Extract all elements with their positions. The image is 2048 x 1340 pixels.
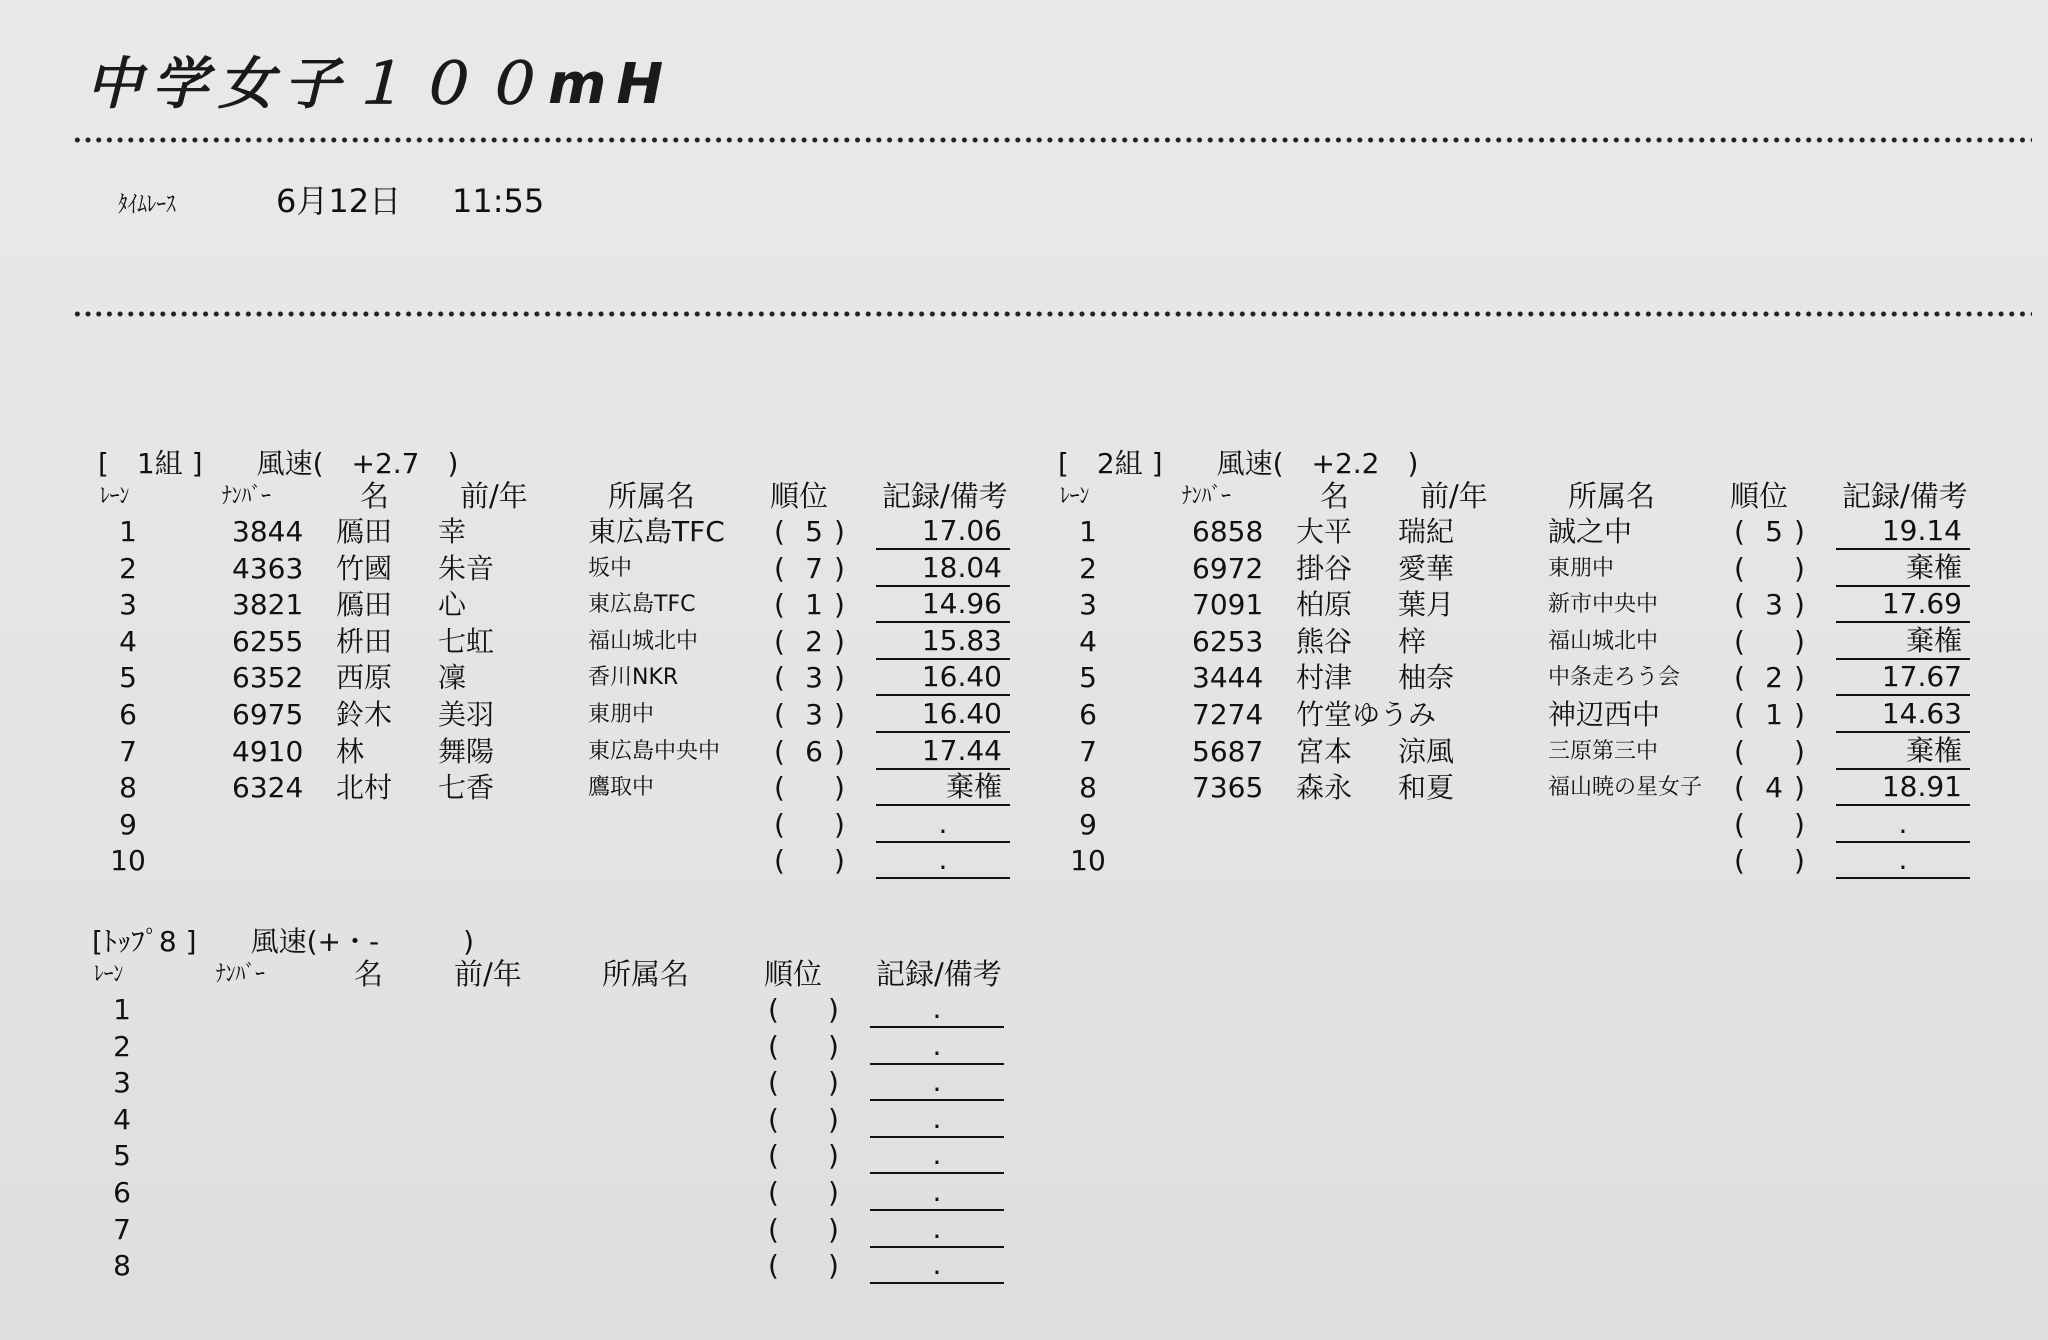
row-lane: 5 [113,1139,131,1173]
rank-paren-close: ) [828,1139,841,1173]
rank-paren-close: ) [1794,515,1807,548]
row-last: 枡田 [336,624,393,658]
rank-paren-close: ) [828,1249,841,1283]
row-record: . [870,1065,1004,1101]
rank-paren-open: ( [768,993,781,1026]
rank-paren-close: ) [834,551,847,585]
row-record: . [1836,807,1970,843]
row-number: 7091 [1192,588,1264,622]
row-rank: 6 [805,734,823,768]
row-lane: 9 [1079,807,1097,841]
heat-group-label: [ 2組 ] [1058,447,1163,480]
col-header-record: 記録/備考 [882,479,1008,513]
col-header-record: 記録/備考 [876,957,1002,991]
result-row [1058,660,1978,696]
rank-paren-open: ( [774,515,787,548]
row-team: 鷹取中 [588,775,655,801]
row-record: 棄権 [1836,734,1970,770]
rank-paren-open: ( [774,734,787,768]
row-first: 柚奈 [1398,661,1455,695]
row-rank: 3 [805,698,823,731]
row-lane: 4 [119,624,137,658]
row-lane: 2 [113,1029,131,1063]
rank-paren-close: ) [1794,844,1807,878]
rank-paren-open: ( [774,844,787,878]
col-header-team: 所属名 [602,957,690,991]
page-title: 中学女子１００mH [86,52,674,117]
rank-paren-close: ) [1794,698,1807,731]
row-team: 中条走ろう会 [1548,665,1681,691]
result-row [98,807,1018,843]
row-first: 舞陽 [438,734,495,768]
row-rank: 2 [1765,661,1783,695]
row-record: . [870,1029,1004,1065]
row-record: 棄権 [1836,624,1970,660]
col-header-name: 名 [1320,479,1350,513]
col-header-team: 所属名 [608,479,696,513]
rank-paren-open: ( [774,661,787,695]
row-first: 和夏 [1398,771,1455,805]
rank-paren-close: ) [834,661,847,695]
row-record: . [1836,843,1970,879]
col-header-year: 前/年 [1420,479,1488,513]
row-record: . [870,1102,1004,1138]
col-header-lane: ﾚｰﾝ [94,961,124,987]
rank-paren-open: ( [1734,515,1747,548]
row-number: 6975 [232,698,304,731]
rank-paren-open: ( [768,1176,781,1209]
col-header-rank: 順位 [1730,479,1789,513]
row-team: 東朋中 [588,702,655,727]
row-lane: 6 [1079,698,1097,731]
row-first: 瑞紀 [1398,515,1455,548]
row-record: . [876,843,1010,879]
row-number: 6324 [232,771,304,805]
result-row [92,1175,1012,1211]
race-time: 11:55 [452,182,545,220]
rank-paren-close: ) [828,1176,841,1209]
row-last: 北村 [336,771,393,805]
row-lane: 8 [113,1249,131,1283]
row-lane: 10 [1070,844,1106,878]
row-lane: 2 [119,551,137,585]
row-number: 6858 [1192,515,1264,548]
row-rank: 5 [805,515,823,548]
rank-paren-close: ) [834,734,847,768]
result-row [98,551,1018,587]
row-rank: 1 [805,588,823,622]
rank-paren-close: ) [1794,807,1807,841]
wind-speed: 風速(+・- ) [250,925,474,958]
row-record: . [876,807,1010,843]
result-row [1058,734,1978,770]
wind-speed: 風速( +2.2 ) [1216,447,1419,480]
rank-paren-open: ( [1734,551,1747,585]
rank-paren-open: ( [1734,624,1747,658]
asterisk-divider-bottom [72,308,2032,320]
row-number: 7365 [1192,771,1264,805]
rank-paren-close: ) [1794,771,1807,805]
result-row [1058,624,1978,660]
col-header-name: 名 [354,957,384,991]
row-first: 七虹 [438,624,495,658]
row-rank: 1 [1765,698,1783,731]
col-header-name: 名 [360,479,390,513]
rank-paren-close: ) [1794,588,1807,622]
row-record: . [870,1175,1004,1211]
row-lane: 8 [119,771,137,805]
result-row [98,624,1018,660]
rank-paren-open: ( [1734,844,1747,878]
rank-paren-open: ( [768,1139,781,1173]
row-lane: 3 [119,588,137,622]
row-number: 4363 [232,551,304,585]
result-row [1058,807,1978,843]
heat-group-label: [ﾄｯﾌﾟ8 ] [92,925,197,958]
rank-paren-open: ( [774,698,787,731]
rank-paren-open: ( [768,1066,781,1100]
rank-paren-open: ( [1734,698,1747,731]
rank-paren-close: ) [828,1102,841,1136]
row-lane: 4 [113,1102,131,1136]
row-number: 6255 [232,624,304,658]
wind-speed: 風速( +2.7 ) [256,447,459,480]
rank-paren-open: ( [768,1212,781,1246]
result-row [1058,697,1978,733]
row-number: 4910 [232,734,304,768]
row-team: 福山城北中 [588,628,699,654]
row-first: 朱音 [438,551,495,585]
result-row [1058,770,1978,806]
row-number: 3821 [232,588,304,622]
row-record: . [870,1138,1004,1174]
heat-header [98,442,458,482]
result-row [98,770,1018,806]
col-header-number: ﾅﾝﾊﾞｰ [222,483,271,509]
row-record: 16.40 [876,660,1010,696]
rank-paren-open: ( [1734,734,1747,768]
rank-paren-open: ( [1734,661,1747,695]
row-lane: 1 [1079,515,1097,548]
row-number: 3444 [1192,661,1264,695]
rank-paren-close: ) [828,993,841,1026]
heat-header [92,920,474,960]
row-first: 葉月 [1398,588,1455,622]
row-last: 鴈田 [336,515,393,548]
row-record: 棄権 [876,770,1010,806]
result-row [98,734,1018,770]
row-last: 西原 [336,661,393,695]
row-rank: 3 [805,661,823,695]
col-header-lane: ﾚｰﾝ [100,483,130,509]
row-lane: 10 [110,844,146,878]
rank-paren-close: ) [834,771,847,805]
row-team: 新市中央中 [1548,592,1659,618]
result-row [92,1212,1012,1248]
row-record: 14.96 [876,587,1010,623]
row-rank: 4 [1765,771,1783,805]
col-header-rank: 順位 [770,479,829,513]
rank-paren-close: ) [834,624,847,658]
rank-paren-open: ( [768,1102,781,1136]
row-team: 三原第三中 [1548,738,1659,764]
rank-paren-close: ) [834,807,847,841]
row-record: 14.63 [1836,697,1970,733]
result-row [98,514,1018,550]
row-rank: 2 [805,624,823,658]
result-row [92,1065,1012,1101]
row-lane: 6 [113,1176,131,1209]
row-team: 坂中 [588,555,633,581]
row-lane: 4 [1079,624,1097,658]
row-lane: 7 [1079,734,1097,768]
rank-paren-open: ( [1734,588,1747,622]
row-first: 涼風 [1398,734,1455,768]
row-team: 福山暁の星女子 [1548,775,1703,801]
row-lane: 6 [119,698,137,731]
race-meta [118,176,544,222]
row-record: . [870,1248,1004,1284]
row-first: 七香 [438,771,495,805]
result-row [98,587,1018,623]
rank-paren-close: ) [828,1212,841,1246]
col-header-number: ﾅﾝﾊﾞｰ [216,961,265,987]
row-number: 6352 [232,661,304,695]
rank-paren-close: ) [1794,661,1807,695]
result-row [92,992,1012,1028]
asterisk-divider-top [72,134,2032,146]
row-record: 17.69 [1836,587,1970,623]
row-last: 柏原 [1296,588,1353,622]
row-last: 竹堂ゆうみ [1296,698,1437,731]
rank-paren-close: ) [1794,551,1807,585]
rank-paren-open: ( [774,624,787,658]
rank-paren-open: ( [774,551,787,585]
rank-paren-close: ) [1794,734,1807,768]
rank-paren-close: ) [1794,624,1807,658]
row-team: 神辺西中 [1548,698,1661,731]
row-team: 東広島TFC [588,592,696,618]
row-record: 18.91 [1836,770,1970,806]
col-header-rank: 順位 [764,957,823,991]
race-date: 6月12日 [276,182,402,220]
row-record: 16.40 [876,697,1010,733]
row-lane: 9 [119,807,137,841]
row-last: 掛谷 [1296,551,1353,585]
row-lane: 3 [113,1066,131,1100]
rank-paren-close: ) [828,1029,841,1063]
col-header-year: 前/年 [454,957,522,991]
row-number: 6253 [1192,624,1264,658]
result-row [98,697,1018,733]
rank-paren-open: ( [774,771,787,805]
result-row [1058,587,1978,623]
row-last: 竹國 [336,551,393,585]
rank-paren-open: ( [774,588,787,622]
row-lane: 2 [1079,551,1097,585]
row-record: 17.06 [876,514,1010,550]
result-row [98,660,1018,696]
row-team: 東朋中 [1548,555,1615,581]
row-lane: 8 [1079,771,1097,805]
col-header-year: 前/年 [460,479,528,513]
row-last: 宮本 [1296,734,1353,768]
row-record: . [870,992,1004,1028]
row-first: 幸 [438,515,467,548]
row-record: 17.67 [1836,660,1970,696]
row-team: 東広島TFC [588,515,725,548]
result-row [92,1102,1012,1138]
row-first: 梓 [1398,624,1427,658]
col-header-record: 記録/備考 [1842,479,1968,513]
result-row [1058,843,1978,879]
row-last: 鴈田 [336,588,393,622]
heat-header [1058,442,1418,482]
row-team: 福山城北中 [1548,628,1659,654]
row-last: 村津 [1296,661,1353,695]
row-last: 大平 [1296,515,1353,548]
result-row [92,1248,1012,1284]
row-team: 誠之中 [1548,515,1633,548]
rank-paren-open: ( [774,807,787,841]
row-rank: 7 [805,551,823,585]
row-number: 6972 [1192,551,1264,585]
row-number: 7274 [1192,698,1264,731]
row-last: 森永 [1296,771,1353,805]
row-lane: 1 [119,515,137,548]
rank-paren-open: ( [768,1249,781,1283]
rank-paren-open: ( [768,1029,781,1063]
row-last: 熊谷 [1296,624,1353,658]
row-last: 林 [336,734,365,768]
row-first: 心 [438,588,467,622]
rank-paren-open: ( [1734,807,1747,841]
row-lane: 5 [1079,661,1097,695]
heat-group-label: [ 1組 ] [98,447,203,480]
row-lane: 7 [119,734,137,768]
row-rank: 5 [1765,515,1783,548]
row-record: . [870,1212,1004,1248]
row-number: 5687 [1192,734,1264,768]
rank-paren-close: ) [834,698,847,731]
col-header-lane: ﾚｰﾝ [1060,483,1090,509]
rank-paren-close: ) [828,1066,841,1100]
rank-paren-close: ) [834,515,847,548]
rank-paren-open: ( [1734,771,1747,805]
row-number: 3844 [232,515,304,548]
row-team: 東広島中央中 [588,738,721,764]
row-record: 17.44 [876,734,1010,770]
result-row [1058,514,1978,550]
row-first: 愛華 [1398,551,1455,585]
result-row [98,843,1018,879]
result-row [1058,551,1978,587]
row-lane: 1 [113,993,131,1026]
result-row [92,1029,1012,1065]
row-first: 美羽 [438,698,495,731]
row-record: 棄権 [1836,551,1970,587]
row-lane: 3 [1079,588,1097,622]
row-record: 19.14 [1836,514,1970,550]
row-lane: 5 [119,661,137,695]
rank-paren-close: ) [834,844,847,878]
row-lane: 7 [113,1212,131,1246]
result-row [92,1138,1012,1174]
row-rank: 3 [1765,588,1783,622]
row-first: 凜 [438,661,467,695]
row-record: 15.83 [876,624,1010,660]
rank-paren-close: ) [834,588,847,622]
col-header-number: ﾅﾝﾊﾞｰ [1182,483,1231,509]
row-team: 香川NKR [588,665,679,691]
row-record: 18.04 [876,551,1010,587]
col-header-team: 所属名 [1568,479,1656,513]
race-type: ﾀｲﾑﾚｰｽ [118,190,176,218]
row-last: 鈴木 [336,698,393,731]
